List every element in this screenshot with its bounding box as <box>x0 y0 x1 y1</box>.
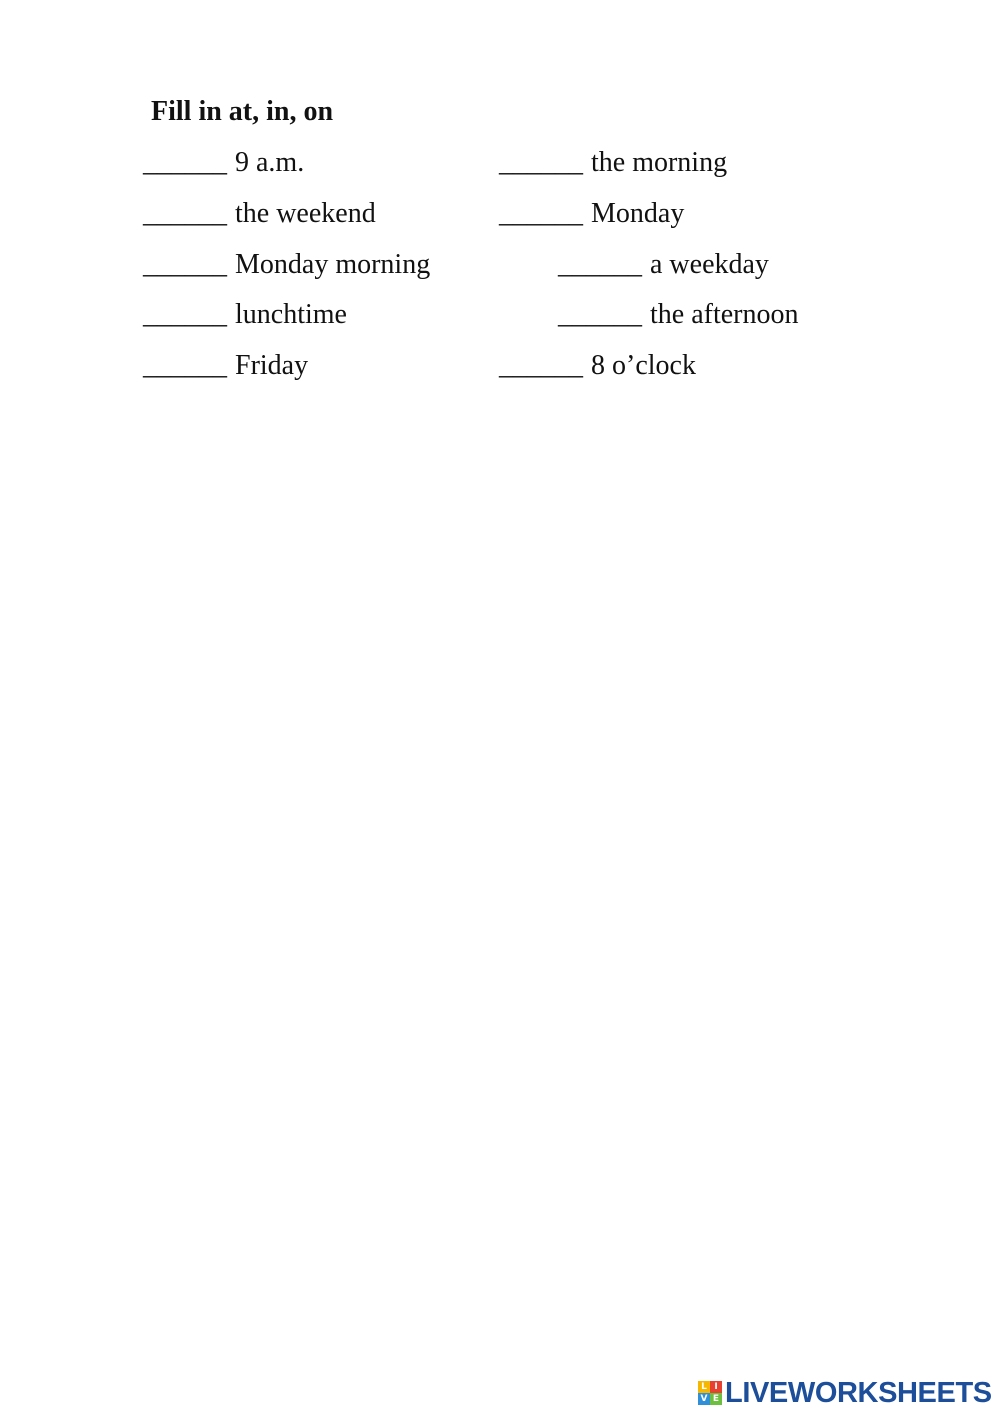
exercise-item <box>558 297 799 333</box>
answer-blank[interactable]: ______ <box>499 147 583 178</box>
answer-blank[interactable]: ______ <box>143 249 227 280</box>
exercise-item <box>143 348 308 384</box>
answer-blank[interactable]: ______ <box>558 299 642 330</box>
logo-mark-letter: I <box>710 1381 722 1393</box>
exercise-item <box>499 145 727 181</box>
item-phrase: lunchtime <box>235 299 347 330</box>
answer-blank[interactable]: ______ <box>143 350 227 381</box>
item-phrase: the morning <box>591 147 728 178</box>
item-phrase: 9 a.m. <box>235 147 305 178</box>
logo-text: LIVEWORKSHEETS <box>725 1377 992 1409</box>
logo-mark-letter: E <box>710 1393 722 1405</box>
item-phrase: a weekday <box>650 249 769 280</box>
logo-mark-letter: V <box>698 1393 710 1405</box>
answer-blank[interactable]: ______ <box>143 147 227 178</box>
item-phrase: the weekend <box>235 198 376 229</box>
exercise-item <box>558 247 769 283</box>
answer-blank[interactable]: ______ <box>499 198 583 229</box>
exercise-item <box>143 247 430 283</box>
answer-blank[interactable]: ______ <box>499 350 583 381</box>
answer-blank[interactable]: ______ <box>143 299 227 330</box>
answer-blank[interactable]: ______ <box>558 249 642 280</box>
worksheet-title: Fill in at, in, on <box>151 96 334 127</box>
item-phrase: Monday morning <box>235 249 431 280</box>
logo-mark-icon <box>698 1381 722 1405</box>
exercise-item <box>143 196 376 232</box>
item-phrase: the afternoon <box>650 299 799 330</box>
exercise-item <box>499 196 684 232</box>
logo-mark-letter: L <box>698 1381 710 1393</box>
exercise-item <box>499 348 696 384</box>
item-phrase: Monday <box>591 198 685 229</box>
item-phrase: Friday <box>235 350 309 381</box>
liveworksheets-logo <box>698 1378 992 1408</box>
answer-blank[interactable]: ______ <box>143 198 227 229</box>
item-phrase: 8 o’clock <box>591 350 696 381</box>
exercise-item <box>143 297 347 333</box>
exercise-item <box>143 145 304 181</box>
